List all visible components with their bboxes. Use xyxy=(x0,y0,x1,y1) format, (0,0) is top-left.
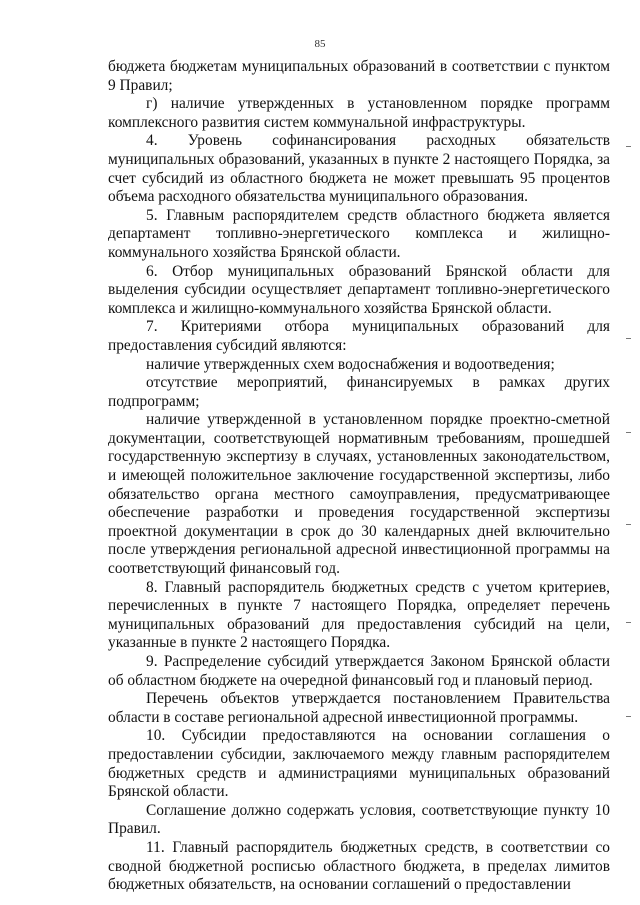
paragraph: бюджета бюджетам муниципальных образований в соответствии с пунктом 9 Правил; xyxy=(108,58,610,94)
paragraph: 11. Главный распорядитель бюджетных средств, в соответствии со сводной бюджетной росписью областного бюджета, в пределах лимитов бюджетных обязательств, на основании соглашений о предоставлении xyxy=(108,838,610,894)
margin-mark xyxy=(626,622,631,623)
margin-mark xyxy=(626,716,631,717)
margin-mark xyxy=(626,432,631,433)
paragraph: 6. Отбор муниципальных образований Брянской области для выделения субсидии осуществляет департамент топливно-энергетического комплекса и жилищно-коммунального хозяйства Брянской области. xyxy=(108,262,610,317)
paragraph: 4. Уровень софинансирования расходных обязательств муниципальных образований, указанных в пункте 2 настоящего Порядка, за счет субсидий из областного бюджета не может превышать 95 процентов объема расходного обязательства муниципального образования. xyxy=(108,132,610,206)
margin-mark xyxy=(626,524,631,525)
paragraph: Соглашение должно содержать условия, соответствующие пункту 10 Правил. xyxy=(108,801,610,838)
paragraph: 9. Распределение субсидий утверждается Законом Брянской области об областном бюджете на очередной финансовый год и плановый период. xyxy=(108,653,610,689)
document-body xyxy=(108,58,610,895)
paragraph: 5. Главным распорядителем средств областного бюджета является департамент топливно-энергетического комплекса и жилищно-коммунального хозяйства Брянской области. xyxy=(108,206,610,261)
paragraph: 8. Главный распорядитель бюджетных средств с учетом критериев, перечисленных в пункте 7 настоящего Порядка, определяет перечень муниципальных образований для предоставления субсидий на цели, указанные в пункте 2 настоящего Порядка. xyxy=(108,578,610,652)
paragraph: наличие утвержденной в установленном порядке проектно-сметной документации, соответствующей нормативным требованиям, прошедшей государственную экспертизу в случаях, установленных законодательством, и имеющей положительное заключение государственной экспертизы, либо обязательство органа местного самоуправления, предусматривающее обеспечение разработки и проведения государственной экспертизы проектной документации в срок до 30 календарных дней включительно после утверждения региональной адресной инвестиционной программы на соответствующий финансовый год. xyxy=(108,411,610,578)
paragraph: г) наличие утвержденных в установленном порядке программ комплексного развития систем коммунальной инфраструктуры. xyxy=(108,95,610,131)
page-number: 85 xyxy=(314,38,326,50)
paragraph: отсутствие мероприятий, финансируемых в рамках других подпрограмм; xyxy=(108,374,610,410)
margin-mark xyxy=(626,338,631,339)
paragraph: Перечень объектов утверждается постановлением Правительства области в составе региональной адресной инвестиционной программы. xyxy=(108,690,610,726)
paragraph: наличие утвержденных схем водоснабжения и водоотведения; xyxy=(146,355,555,373)
paragraph: 10. Субсидии предоставляются на основании соглашения о предоставлении субсидии, заключаемого между главным распорядителем бюджетных средств и администрациями муниципальных образований Брянской области. xyxy=(108,727,610,801)
paragraph: 7. Критериями отбора муниципальных образований для предоставления субсидий являются: xyxy=(108,318,610,354)
margin-mark xyxy=(626,146,631,147)
